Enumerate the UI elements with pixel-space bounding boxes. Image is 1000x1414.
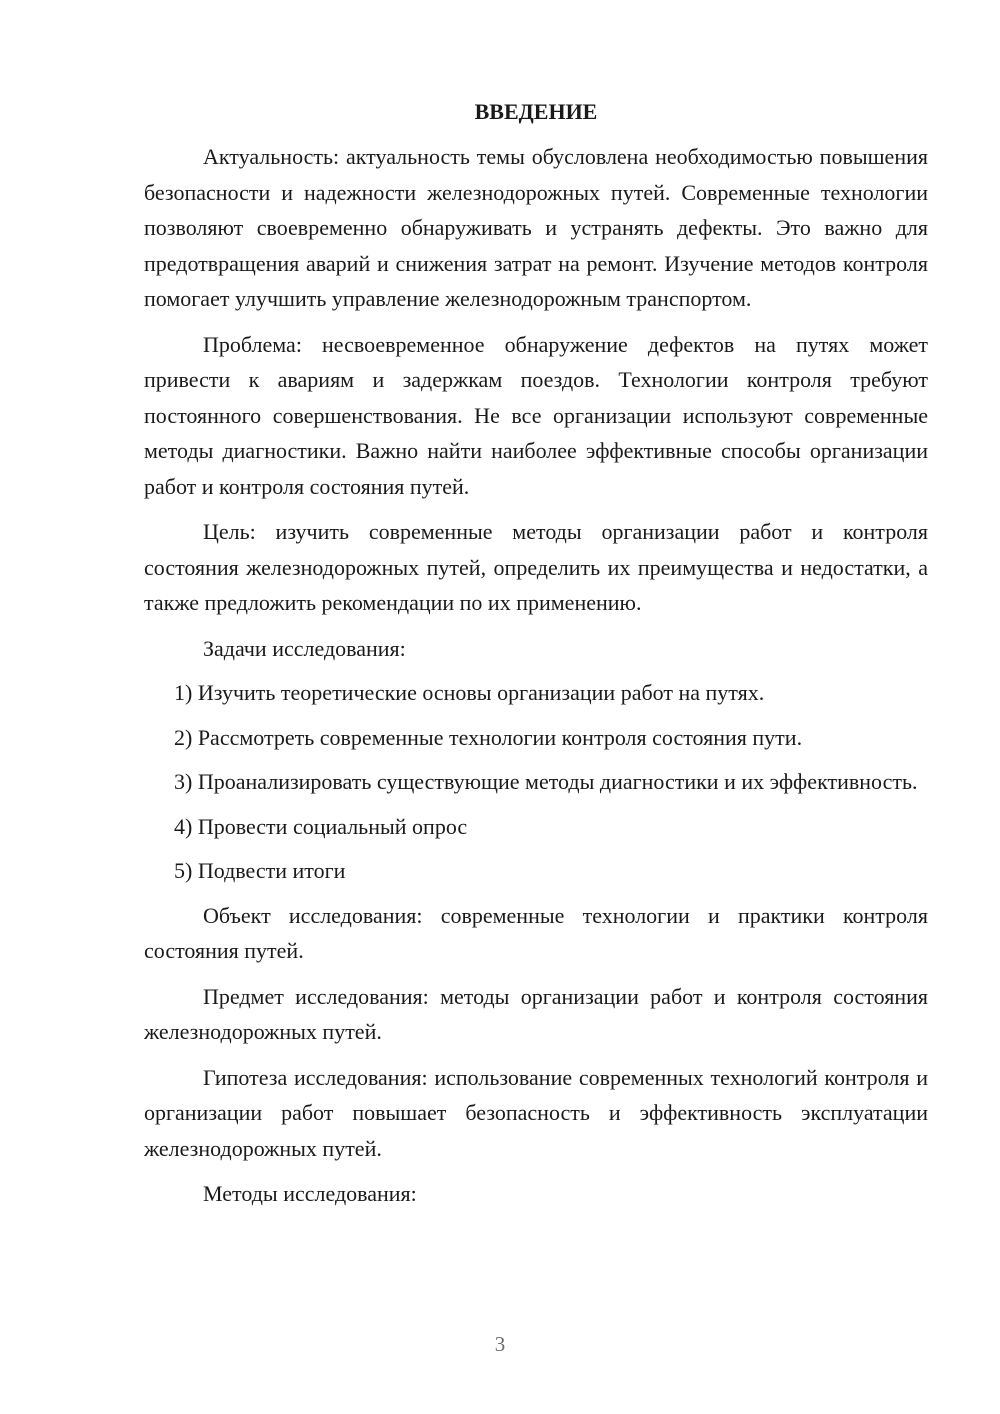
task-item-3: 3) Проанализировать существующие методы диагностики и их эффективность. <box>174 769 918 794</box>
task-item-4: 4) Провести социальный опрос <box>174 813 468 839</box>
tasks-heading: Задачи исследования: <box>203 635 406 661</box>
document-page <box>144 94 928 1222</box>
methods-heading: Методы исследования: <box>203 1181 417 1206</box>
task-item-5: 5) Подвести итоги <box>174 858 346 883</box>
paragraph-hypothesis: Гипотеза исследования: использование современных технологий контроля и организации работ повышает безопасность и эффективность эксплуатации железнодорожных путей. <box>144 1064 928 1161</box>
paragraph-relevance: Актуальность: актуальность темы обусловлена необходимостью повышения безопасности и надежности железнодорожных путей. Современные технологии позволяют своевременно обнаруживать и устранять дефекты. Это важно для предотвращения аварий и снижения затрат на ремонт. Изучение методов контроля помогает улучшить управление железнодорожным транспортом. <box>144 144 928 311</box>
paragraph-goal: Цель: изучить современные методы организации работ и контроля состояния железнодорожных путей, определить их преимущества и недостатки, а также предложить рекомендации по их применению. <box>144 519 928 615</box>
paragraph-problem: Проблема: несвоевременное обнаружение дефектов на путях может привести к авариям и задержкам поездов. Технологии контроля требуют постоянного совершенствования. Не все организации используют современные методы диагностики. Важно найти наиболее эффективные способы организации работ и контроля состояния путей. <box>144 331 928 499</box>
task-item-1: 1) Изучить теоретические основы организации работ на путях. <box>174 680 765 705</box>
task-item-2: 2) Рассмотреть современные технологии контроля состояния пути. <box>174 724 803 750</box>
paragraph-subject: Предмет исследования: методы организации работ и контроля состояния железнодорожных путей. <box>144 983 928 1044</box>
paragraph-object: Объект исследования: современные технологии и практики контроля состояния путей. <box>144 902 928 963</box>
section-title: ВВЕДЕНИЕ <box>474 99 598 124</box>
page-number: 3 <box>494 1332 506 1356</box>
